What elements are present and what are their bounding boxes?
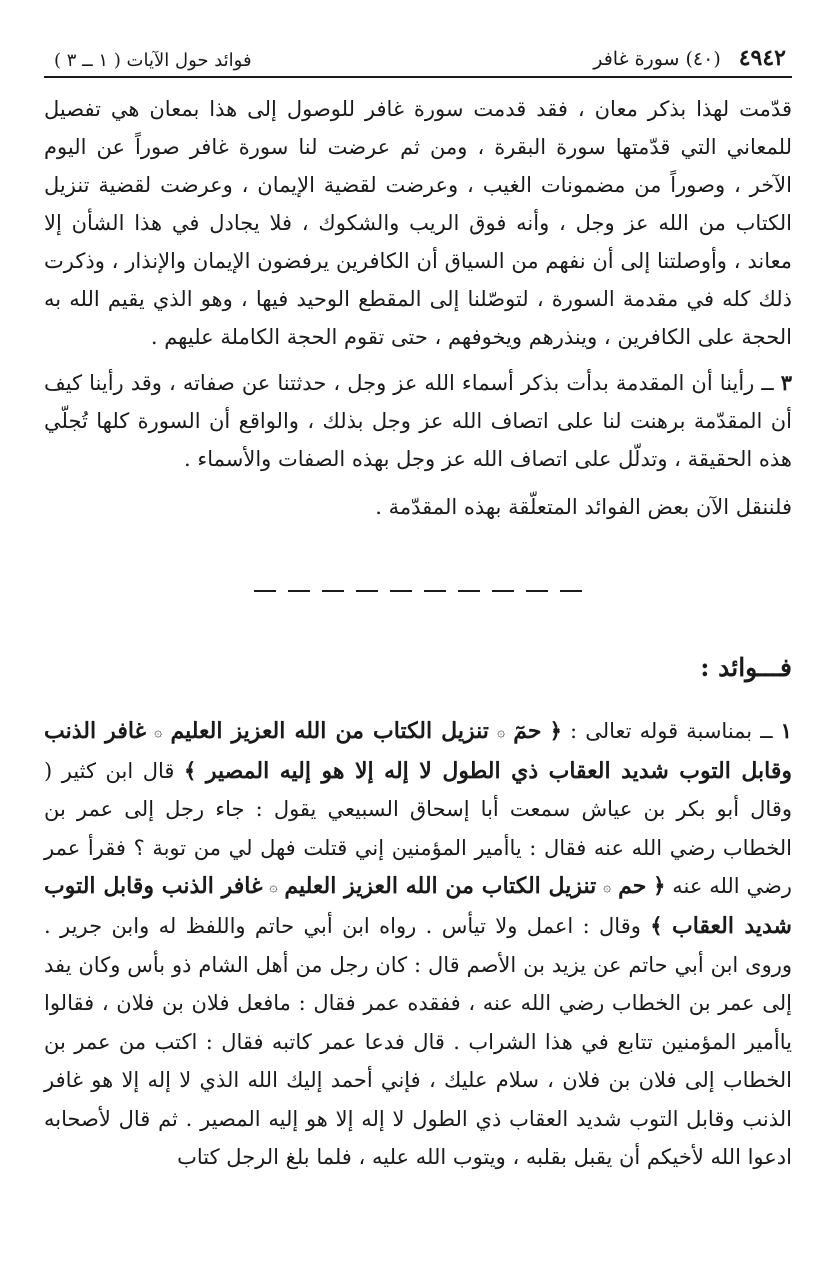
quote-verse-two: غافر الذنب وقابل التوب شديد العقاب bbox=[44, 873, 792, 939]
quote-ha-mim: حم bbox=[618, 873, 647, 900]
dash bbox=[356, 590, 378, 592]
quote-verse-one: تنزيل الكتاب من الله العزيز العليم bbox=[284, 873, 597, 900]
intro-paragraph: قدّمت لهذا بذكر معان ، فقد قدمت سورة غافر للوصول إلى هذا بمعان هي تفصيل للمعاني التي قدّمتها سورة البقرة ، ومن ثم عرضت لنا سورة غافر صوراً عن اليوم الآخر ، وصوراً من مضمونات الغيب ، وعرضت لقضية الإيمان ، وعرضت لقضية تنزيل الكتاب من الله عز وجل ، وأنه فوق الريب والشكوك ، فلا يجادل في هذا الشأن إلا معاند ، وأوصلتنا إلى أن نفهم من السياق أن الكافرين يرفضون الإيمان والإنذار ، وذكرت ذلك كله في مقدمة السورة ، لتوصّلنا إلى المقطع الوحيد فيها ، وهو الذي يقيم الله به الحجة على الكافرين ، وينذرهم ويخوفهم ، حتى تقوم الحجة الكاملة عليهم . bbox=[44, 97, 792, 349]
page-header bbox=[44, 38, 792, 78]
dash bbox=[560, 590, 582, 592]
verse-separator-mark: ۞ bbox=[269, 879, 278, 896]
dash bbox=[492, 590, 514, 592]
verse-one-text: تنزيل الكتاب من الله العزيز العليم bbox=[170, 718, 489, 744]
main-text bbox=[44, 90, 792, 526]
faida-one-lead: ــ بمناسبة قوله تعالى : bbox=[570, 719, 773, 743]
dash bbox=[288, 590, 310, 592]
verse-ha-mim: حمٓ bbox=[513, 718, 542, 744]
header-topic: فوائد حول الآيات ( ١ ــ ٣ ) bbox=[54, 50, 252, 71]
sura-title: (٤٠) سورة غافر bbox=[593, 48, 721, 70]
point-three-paragraph bbox=[44, 364, 792, 478]
narration-text: وقال : اعمل ولا تيأس . رواه ابن أبي حاتم واللفظ له وابن جرير . وروى ابن أبي حاتم عن يزيد بن الأصم قال : كان رجل من أهل الشام ذو بأس وكان يفد إلى عمر بن الخطاب رضي الله عنه ، ففقده عمر فقال : مافعل فلان بن فلان ، فقالوا ياأمير المؤمنين تتابع في هذا الشراب . قال فدعا عمر كاتبه فقال : اكتب من عمر بن الخطاب إلى فلان بن فلان ، سلام عليك ، فإني أحمد إليك الله الذي لا إله إلا هو غافر الذنب وقابل التوب شديد العقاب ذي الطول لا إله إلا هو إليه المصير . ثم قال لأصحابه ادعوا الله لأخيكم أن يقبل بقلبه ، ويتوب الله عليه ، فلما بلغ الرجل كتاب bbox=[44, 914, 792, 1169]
verse-two-text: غافر الذنب وقابل التوب شديد العقاب ذي الطول لا إله إلا هو إليه المصير bbox=[44, 718, 792, 784]
dash bbox=[458, 590, 480, 592]
dash bbox=[390, 590, 412, 592]
verse-separator-mark: ۞ bbox=[603, 879, 612, 896]
verse-separator-mark: ۞ bbox=[154, 724, 163, 741]
section-title: فـــوائد : bbox=[700, 653, 792, 682]
quote-close-bracket: ﴾ bbox=[650, 913, 663, 938]
faida-one-number: ١ bbox=[780, 718, 792, 743]
faida-one bbox=[44, 712, 792, 1177]
dash bbox=[424, 590, 446, 592]
dash bbox=[254, 590, 276, 592]
verse-close-bracket: ﴾ bbox=[183, 757, 197, 783]
transition-paragraph: فلننقل الآن بعض الفوائد المتعلّقة بهذه المقدّمة . bbox=[375, 495, 792, 519]
book-page bbox=[44, 38, 792, 1177]
verse-open-bracket: ﴿ bbox=[549, 718, 562, 743]
dash bbox=[322, 590, 344, 592]
faida-one-paragraph bbox=[44, 712, 792, 1177]
point-three-number: ٣ bbox=[780, 370, 792, 395]
point-three-text: ــ رأينا أن المقدمة بدأت بذكر أسماء الله عز وجل ، حدثتنا عن صفاته ، وقد رأينا كيف أن المقدّمة برهنت لنا على اتصاف الله عز وجل بذلك ، والواقع أن السورة كلها تُجلّي هذه الحقيقة ، وتدلّل على اتصاف الله عز وجل بهذه الصفات والأسماء . bbox=[44, 371, 792, 471]
section-divider bbox=[44, 590, 792, 592]
quote-open-bracket: ﴿ bbox=[653, 873, 666, 899]
header-right bbox=[593, 45, 786, 71]
page-number: ٤٩٤٢ bbox=[738, 45, 786, 71]
verse-separator-mark: ۞ bbox=[496, 724, 506, 741]
dash bbox=[526, 590, 548, 592]
ibn-kathir-text: قال ابن كثير ( وقال أبو بكر بن عياش سمعت أبا إسحاق السبيعي يقول : جاء رجل إلى عمر بن الخطاب رضي الله عنه فقال : ياأمير المؤمنين إني قتلت فهل لي من توبة ؟ فقرأ عمر رضي الله عنه bbox=[44, 758, 792, 899]
